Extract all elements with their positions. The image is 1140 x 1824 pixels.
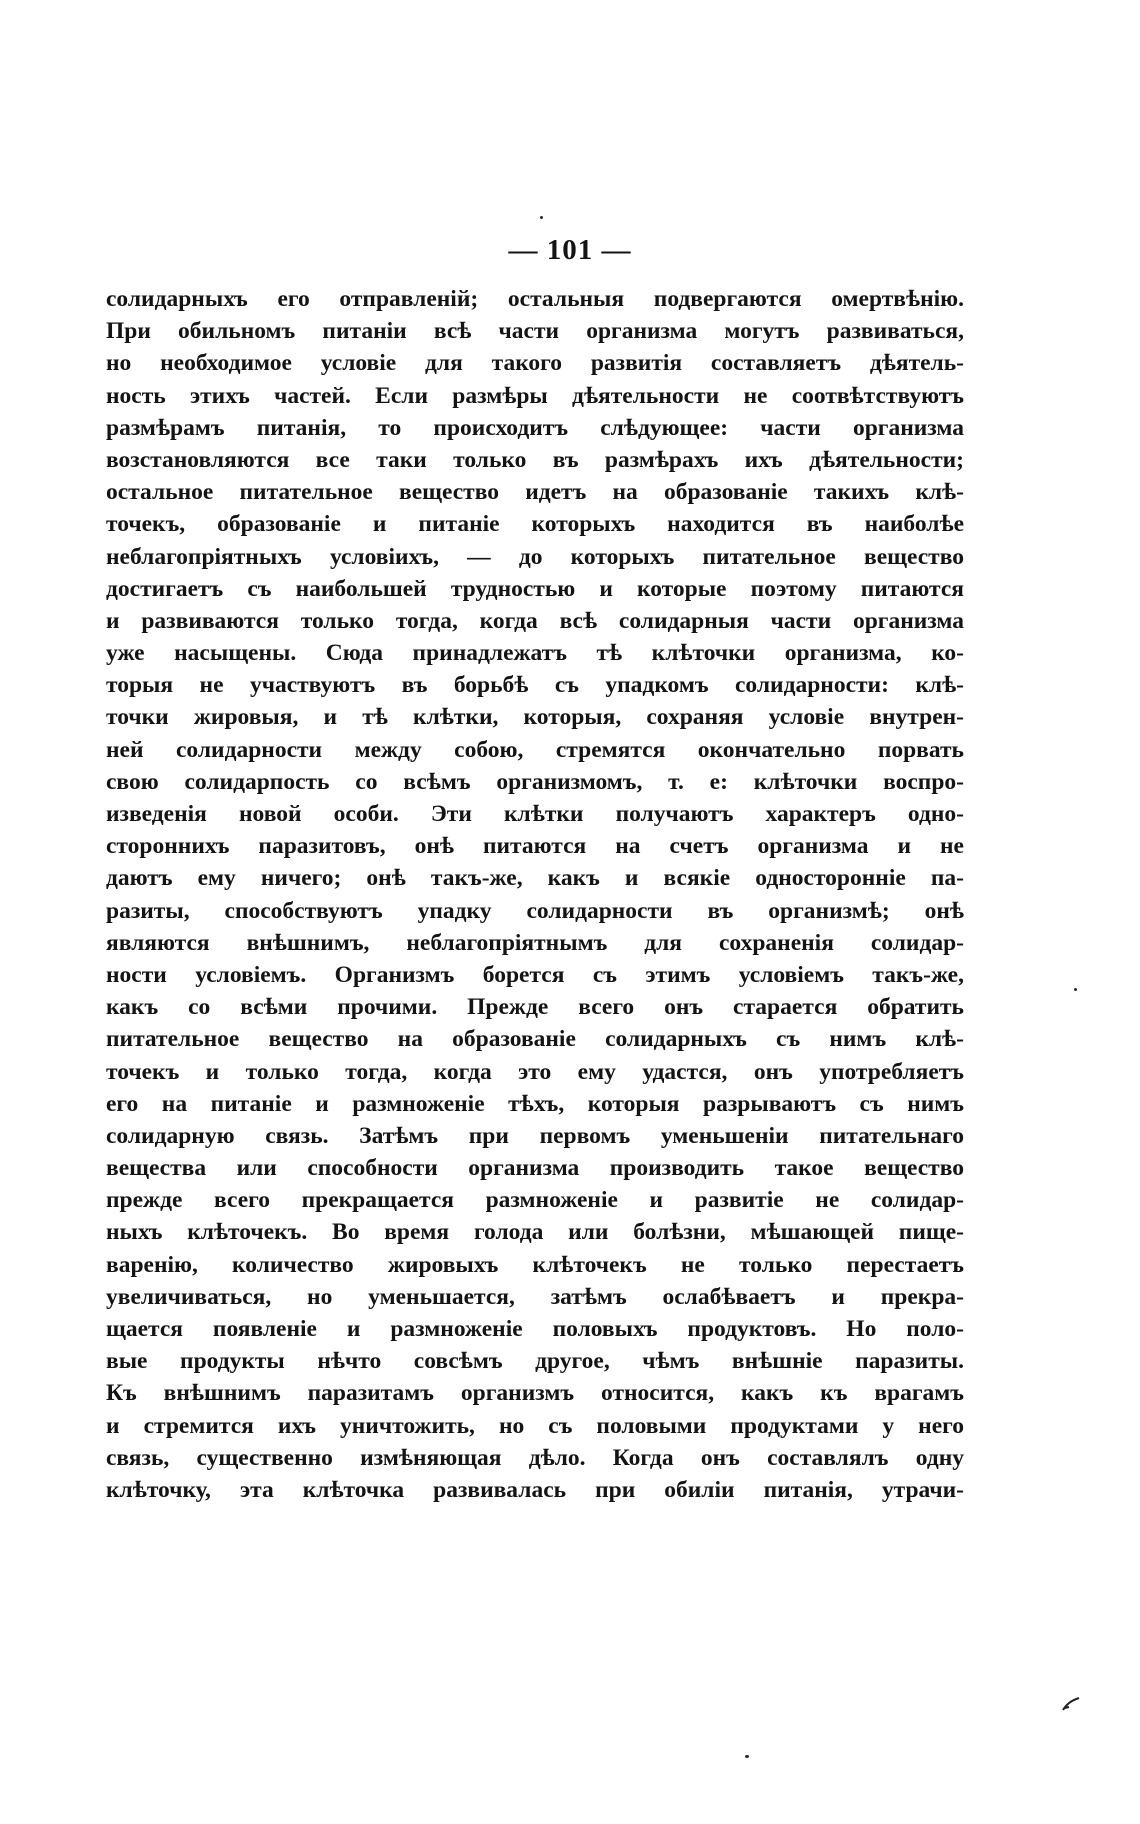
body-text — [106, 283, 964, 1506]
text-line: точки жировыя, и тѣ клѣтки, которыя, сохраняя условіе внутрен- — [106, 704, 964, 731]
page-number: — 101 — — [508, 234, 632, 266]
text-line: точекъ, образованіе и питаніе которыхъ находится въ наиболѣе — [106, 511, 964, 538]
text-line: прежде всего прекращается размноженіе и развитіе не солидар- — [106, 1187, 964, 1214]
text-line: питательное вещество на образованіе солидарныхъ съ нимъ клѣ- — [106, 1026, 964, 1053]
text-line: варенію, количество жировыхъ клѣточекъ не только перестаетъ — [106, 1251, 964, 1278]
text-line: размѣрамъ питанія, то происходитъ слѣдующее: части организма — [106, 414, 964, 441]
text-line: Къ внѣшнимъ паразитамъ организмъ относится, какъ къ врагамъ — [106, 1380, 964, 1407]
pencil-mark — [1062, 1697, 1080, 1711]
text-line: ней солидарности между собою, стремятся окончательно порвать — [106, 736, 964, 763]
text-line: изведенія новой особи. Эти клѣтки получаютъ характеръ одно- — [106, 801, 964, 827]
text-line: ность этихъ частей. Если размѣры дѣятельности не соотвѣтствуютъ — [106, 382, 964, 409]
text-line: разиты, способствуютъ упадку солидарности въ организмѣ; онѣ — [106, 897, 964, 924]
scan-speck — [745, 1755, 749, 1758]
text-line: уже насыщены. Сюда принадлежатъ тѣ клѣточки организма, ко- — [106, 640, 964, 667]
text-line: и развиваются только тогда, когда всѣ солидарныя части организма — [106, 607, 964, 634]
text-line: и стремится ихъ уничтожить, но съ половыми продуктами у него — [106, 1412, 964, 1439]
text-line: щается появленіе и размноженіе половыхъ продуктовъ. Но поло- — [106, 1316, 964, 1342]
text-line: свою солидарпость со всѣмъ организмомъ, т. е: клѣточки воспро- — [106, 768, 964, 795]
text-line: ности условіемъ. Организмъ борется съ этимъ условіемъ такъ-же, — [106, 961, 964, 988]
text-line: но необходимое условіе для такого развитія составляетъ дѣятель- — [106, 350, 964, 377]
text-line: клѣточку, эта клѣточка развивалась при обиліи питанія, утрачи- — [106, 1476, 964, 1503]
scan-speck — [540, 216, 543, 219]
text-line: точекъ и только тогда, когда это ему удастся, онъ употребляетъ — [106, 1058, 964, 1085]
text-line: При обильномъ питаніи всѣ части организма могутъ развиваться, — [106, 318, 964, 345]
text-line: неблагопріятныхъ условіихъ, — до которыхъ питательное вещество — [106, 543, 964, 570]
text-line: являются внѣшнимъ, неблагопріятнымъ для сохраненія солидар- — [106, 929, 964, 956]
text-line: достигаетъ съ наибольшей трудностью и которые поэтому питаются — [106, 575, 964, 602]
text-line: солидарную связь. Затѣмъ при первомъ уменьшеніи питательнаго — [106, 1122, 964, 1149]
text-line: связь, существенно измѣняющая дѣло. Когда онъ составлялъ одну — [106, 1444, 964, 1471]
scan-speck — [1074, 988, 1077, 991]
text-line: возстановляются все таки только въ размѣрахъ ихъ дѣятельности; — [106, 446, 964, 473]
text-line: стороннихъ паразитовъ, онѣ питаются на счетъ организма и не — [106, 833, 964, 860]
text-line: остальное питательное вещество идетъ на образованіе такихъ клѣ- — [106, 479, 964, 506]
text-line: ныхъ клѣточекъ. Во время голода или болѣзни, мѣшающей пище- — [106, 1219, 964, 1246]
text-line: вещества или способности организма производить такое вещество — [106, 1155, 964, 1182]
text-line: какъ со всѣми прочими. Прежде всего онъ старается обратить — [106, 994, 964, 1021]
text-line: вые продукты нѣчто совсѣмъ другое, чѣмъ внѣшніе паразиты. — [106, 1348, 964, 1375]
text-line: даютъ ему ничего; онѣ такъ-же, какъ и всякіе односторонніе па- — [106, 865, 964, 892]
text-line: его на питаніе и размноженіе тѣхъ, которыя разрываютъ съ нимъ — [106, 1090, 964, 1117]
text-line: увеличиваться, но уменьшается, затѣмъ ослабѣваетъ и прекра- — [106, 1283, 964, 1310]
text-line: солидарныхъ его отправленій; остальныя подвергаются омертвѣнію. — [106, 286, 964, 312]
text-line: торыя не участвуютъ въ борьбѣ съ упадкомъ солидарности: клѣ- — [106, 672, 964, 699]
